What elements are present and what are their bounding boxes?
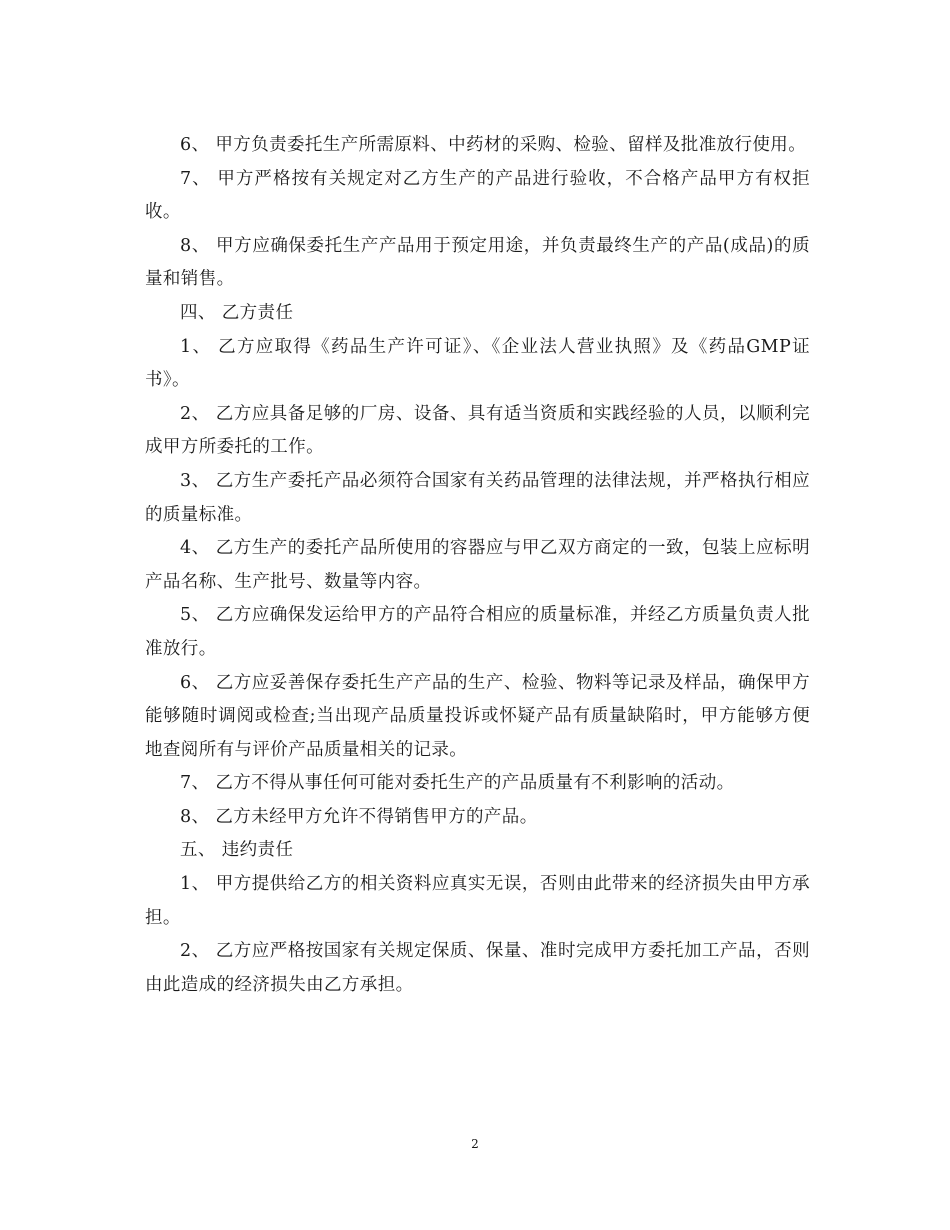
paragraph-party-b-7: 7、 乙方不得从事任何可能对委托生产的产品质量有不利影响的活动。 [180, 773, 735, 794]
paragraph-party-b-6: 6、 乙方应妥善保存委托生产产品的生产、检验、物料等记录及样品，确保甲方能够随时调阅或检查;当出现产品质量投诉或怀疑产品有质量缺陷时，甲方能够方便地查阅所有与评价产品质量相关的记录。 [145, 672, 810, 760]
paragraph-party-b-1: 1、 乙方应取得《药品生产许可证》、《企业法人营业执照》及《药品GMP证书》。 [145, 336, 810, 391]
paragraph-party-b-8: 8、 乙方未经甲方允许不得销售甲方的产品。 [180, 806, 538, 827]
paragraph-party-a-7: 7、 甲方严格按有关规定对乙方生产的产品进行验收，不合格产品甲方有权拒收。 [145, 168, 810, 223]
paragraph-breach-2: 2、 乙方应严格按国家有关规定保质、保量、准时完成甲方委托加工产品，否则由此造成的经济损失由乙方承担。 [145, 941, 810, 995]
paragraph-party-b-3: 3、 乙方生产委托产品必须符合国家有关药品管理的法律法规，并严格执行相应的质量标准。 [145, 470, 810, 525]
section-heading-party-b-duties: 四、 乙方责任 [180, 302, 294, 323]
page-number: 2 [471, 1137, 479, 1151]
document-body [145, 129, 810, 1002]
paragraph-breach-1: 1、 甲方提供给乙方的相关资料应真实无误，否则由此带来的经济损失由甲方承担。 [145, 874, 810, 928]
section-heading-breach-liability: 五、 违约责任 [180, 840, 294, 861]
paragraph-party-b-5: 5、 乙方应确保发运给甲方的产品符合相应的质量标准，并经乙方质量负责人批准放行。 [145, 605, 810, 659]
paragraph-party-b-2: 2、 乙方应具备足够的厂房、设备、具有适当资质和实践经验的人员，以顺利完成甲方所委托的工作。 [145, 403, 810, 458]
paragraph-party-a-6: 6、 甲方负责委托生产所需原料、中药材的采购、检验、留样及批准放行使用。 [180, 135, 807, 155]
paragraph-party-a-8: 8、 甲方应确保委托生产产品用于预定用途，并负责最终生产的产品(成品)的质量和销售。 [145, 235, 810, 290]
paragraph-party-b-4: 4、 乙方生产的委托产品所使用的容器应与甲乙双方商定的一致，包装上应标明产品名称、生产批号、数量等内容。 [145, 538, 810, 592]
